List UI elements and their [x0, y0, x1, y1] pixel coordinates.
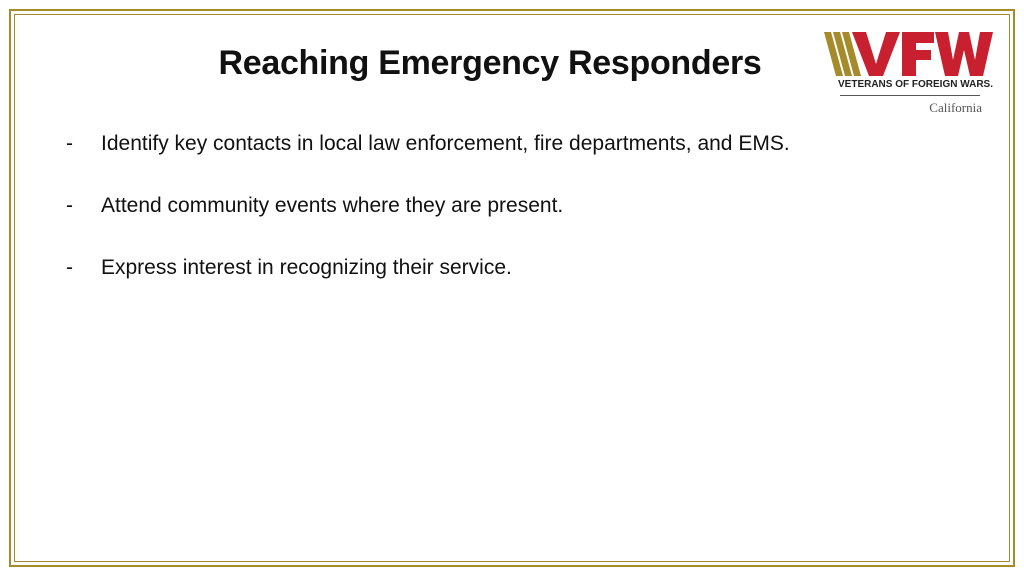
bullet-marker: -	[66, 132, 73, 155]
bullet-text: Identify key contacts in local law enforcement, fire departments, and EMS.	[101, 132, 790, 155]
bullet-list	[66, 132, 946, 318]
bullet-item	[66, 132, 946, 194]
slide-title: Reaching Emergency Responders	[218, 44, 762, 82]
bullet-marker: -	[66, 256, 73, 279]
logo-divider	[840, 95, 980, 96]
logo-state: California	[929, 100, 982, 115]
bullet-text: Express interest in recognizing their service.	[101, 256, 512, 279]
bullet-item	[66, 194, 946, 256]
bullet-marker: -	[66, 194, 73, 217]
bullet-item	[66, 256, 946, 318]
vfw-logo	[822, 28, 994, 122]
logo-subtitle: VETERANS OF FOREIGN WARS.	[838, 79, 994, 90]
bullet-text: Attend community events where they are present.	[101, 194, 564, 217]
vfw-wordmark-icon	[822, 28, 994, 80]
